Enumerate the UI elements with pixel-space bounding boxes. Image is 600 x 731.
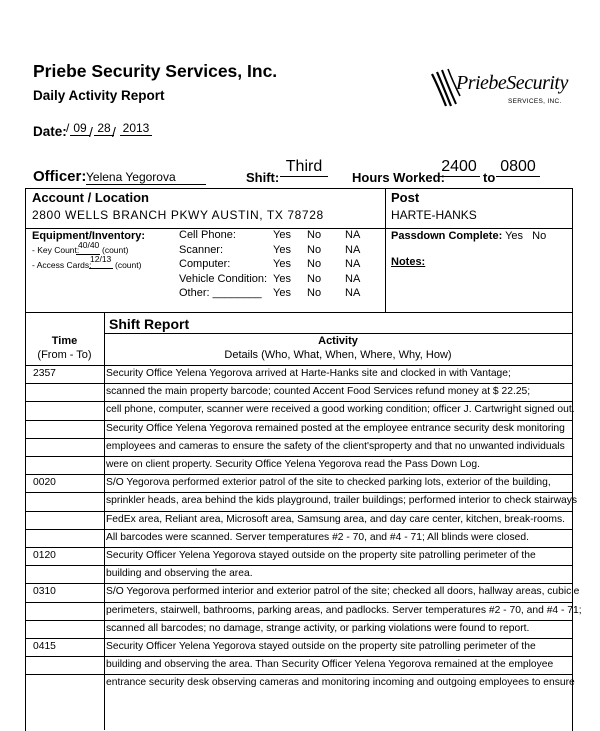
row-activity: employees and cameras to ensure the safety of the client'sproperty and that no unwanted individuals <box>106 440 565 452</box>
equipment-option-yes[interactable]: Yes <box>273 287 291 299</box>
row-divider <box>25 638 572 639</box>
hours-to-field[interactable]: 0800 <box>496 158 540 177</box>
notes-label: Notes: <box>391 256 426 268</box>
passdown-no[interactable]: No <box>532 230 547 242</box>
row-divider <box>25 401 572 402</box>
equipment-item-name: Computer: <box>179 258 231 270</box>
activity-header: Activity <box>318 335 358 347</box>
row-activity: Security Officer Yelena Yegorova stayed outside on the property site patrolling perimeter of the <box>106 641 536 652</box>
row-activity: S/O Yegorova performed interior and exterior patrol of the site; checked all doors, hallway areas, cubicle <box>106 586 580 598</box>
row-activity: Security Officer Yelena Yegorova stayed outside on the property site patrolling perimeter of the <box>106 550 536 561</box>
equipment-option-no[interactable]: No <box>307 287 322 299</box>
row-divider <box>25 456 572 457</box>
row-divider <box>25 474 572 475</box>
row-activity: entrance security desk observing cameras and monitoring incoming and outgoing employees to ensure <box>106 677 575 689</box>
date-label: Date: <box>33 124 67 139</box>
row-activity: cell phone, computer, scanner were received a good working condition; officer J. Cartwright signed out. <box>106 404 575 416</box>
equipment-option-na[interactable]: NA <box>345 258 361 270</box>
time-subheader: (From - To) <box>37 349 92 361</box>
equipment-option-na[interactable]: NA <box>345 229 361 241</box>
date-year-field[interactable]: 2013 <box>120 121 152 136</box>
equipment-option-na[interactable]: NA <box>345 243 361 256</box>
row-activity: building and observing the area. <box>106 568 253 580</box>
equipment-option-no[interactable]: No <box>307 258 322 270</box>
shift-field[interactable]: Third <box>280 158 328 177</box>
equipment-item-name: Vehicle Condition: <box>179 272 268 285</box>
access-cards-value: 12/13 <box>90 254 112 264</box>
passdown-row <box>391 230 546 242</box>
equipment-option-yes[interactable]: Yes <box>273 243 291 256</box>
passdown-yes[interactable]: Yes <box>505 230 524 242</box>
equipment-option-no[interactable]: No <box>307 243 322 256</box>
row-divider <box>25 383 572 384</box>
date-day-field[interactable]: 28 <box>94 121 114 136</box>
row-activity: Security Office Yelena Yegorova remained posted at the employee entrance security desk monitoring <box>106 422 565 434</box>
hours-worked-label: Hours Worked: <box>352 170 445 185</box>
time-header: Time <box>51 335 78 347</box>
equipment-option-no[interactable]: No <box>307 272 322 285</box>
row-time: 0310 <box>33 586 56 598</box>
row-activity: scanned all barcodes; no damage, strange activity, or parking violations were found to report. <box>106 622 530 634</box>
hours-from-field[interactable]: 2400 <box>438 158 480 177</box>
row-activity: FedEx area, Reliant area, Microsoft area, Samsung area, and day care center, kitchen, break-rooms. <box>106 513 566 525</box>
passdown-label: Passdown Complete: <box>391 230 503 242</box>
post-label: Post <box>391 190 420 205</box>
row-divider <box>25 420 572 421</box>
row-activity: building and observing the area. Than Security Officer Yelena Yegorova remained at the employee <box>106 659 554 671</box>
post-value: HARTE-HANKS <box>391 208 477 222</box>
equipment-item-name: Cell Phone: <box>179 229 236 241</box>
row-divider <box>25 620 572 621</box>
row-divider <box>25 656 572 657</box>
account-value: 2800 WELLS BRANCH PKWY AUSTIN, TX 78728 <box>32 208 324 222</box>
row-time: 0020 <box>33 477 56 489</box>
row-divider <box>25 511 572 512</box>
company-name: Priebe Security Services, Inc. <box>33 61 278 81</box>
officer-name-field[interactable]: Yelena Yegorova <box>86 170 206 185</box>
key-count-label: - Key Count: <box>32 245 80 255</box>
row-activity: All barcodes were scanned. Server temperatures #2 - 70, and #4 - 71; All blinds were closed. <box>106 531 529 543</box>
row-divider <box>25 565 572 566</box>
row-activity: sprinkler heads, area behind the kids playground, trailer buildings; performed interior to check stairways <box>106 495 578 507</box>
date-month-field[interactable]: / 09 <box>70 121 90 136</box>
row-activity: Security Office Yelena Yegorova arrived at Harte-Hanks site and clocked in with Vantage; <box>106 368 511 379</box>
row-activity: scanned the main property barcode; counted Accent Food Services refund money at $ 22.25; <box>106 386 531 398</box>
equipment-option-no[interactable]: No <box>307 229 322 241</box>
row-divider <box>25 674 572 675</box>
equipment-option-yes[interactable]: Yes <box>273 258 291 270</box>
row-time: 0120 <box>33 550 56 561</box>
equipment-item-name: Other: ________ <box>179 287 262 299</box>
logo-text: PriebeSecurity <box>456 72 568 94</box>
shift-report-title: Shift Report <box>109 316 190 332</box>
row-divider <box>25 583 572 584</box>
hours-to-label: to <box>483 170 496 185</box>
report-title: Daily Activity Report <box>33 88 165 103</box>
row-divider <box>25 492 572 493</box>
row-divider <box>25 529 572 530</box>
key-count-suffix: (count) <box>102 245 129 255</box>
equipment-option-yes[interactable]: Yes <box>273 272 291 285</box>
row-time: 0415 <box>33 641 56 652</box>
equipment-label: Equipment/Inventory: <box>32 230 146 242</box>
row-divider <box>25 547 572 548</box>
account-label: Account / Location <box>32 190 149 205</box>
equipment-option-na[interactable]: NA <box>345 272 361 285</box>
shift-label: Shift: <box>246 170 280 185</box>
access-cards-suffix: (count) <box>115 260 142 270</box>
officer-label: Officer: <box>33 168 87 185</box>
row-divider <box>25 438 572 439</box>
equipment-option-na[interactable]: NA <box>345 287 361 299</box>
key-count-value: 40/40 <box>78 240 100 250</box>
row-time: 2357 <box>33 368 56 379</box>
row-activity: perimeters, stairwell, bathrooms, parking areas, and padlocks. Server temperatures #2 - 70, and #4 - 71; <box>106 604 582 616</box>
row-activity: were on client property. Security Office Yelena Yegorova read the Pass Down Log. <box>106 459 480 470</box>
activity-subheader: Details (Who, What, When, Where, Why, How) <box>224 349 452 361</box>
access-cards-label: - Access Cards: <box>32 260 92 270</box>
equipment-item-name: Scanner: <box>179 243 224 256</box>
row-divider <box>25 602 572 603</box>
company-logo <box>428 66 568 112</box>
logo-subtext: SERVICES, INC. <box>508 98 562 105</box>
row-activity: S/O Yegorova performed exterior patrol of the site to checked parking lots, exterior of the building, <box>106 477 551 489</box>
equipment-option-yes[interactable]: Yes <box>273 229 291 241</box>
